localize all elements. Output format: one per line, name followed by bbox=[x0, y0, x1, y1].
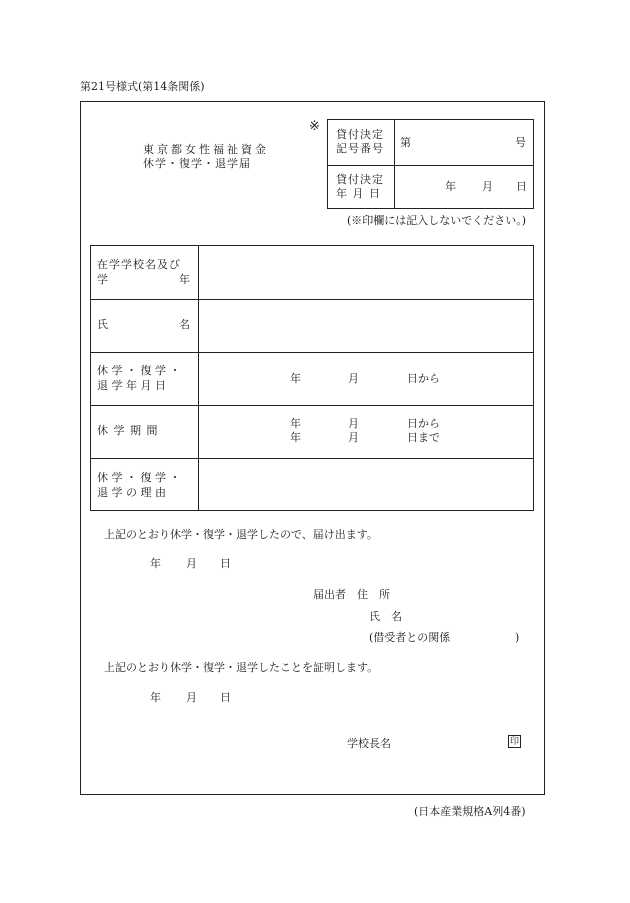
name-input[interactable] bbox=[198, 299, 533, 351]
certification-year: 年 bbox=[150, 691, 161, 704]
address-label: 住 所 bbox=[357, 588, 390, 601]
principal-label: 学校長名 bbox=[347, 737, 391, 750]
certification-day: 日 bbox=[220, 691, 231, 704]
loan-date-day: 日 bbox=[516, 180, 527, 193]
loan-number-label-b: 記号番号 bbox=[336, 142, 384, 155]
school-label-b2: 年 bbox=[179, 273, 190, 286]
date-label-b: 退 学 年 月 日 bbox=[97, 379, 166, 392]
school-label-b1: 学 bbox=[97, 273, 108, 286]
loan-date-year: 年 bbox=[445, 180, 456, 193]
certification-text: 上記のとおり休学・復学・退学したことを証明します。 bbox=[104, 661, 379, 674]
note-no-fill: (※印欄には記入しないでください。) bbox=[347, 214, 527, 227]
date-label-a: 休 学 ・ 復 学 ・ bbox=[97, 364, 181, 377]
date-month: 月 bbox=[348, 372, 359, 385]
seal-stamp: 印 bbox=[509, 737, 519, 747]
period-input[interactable] bbox=[198, 405, 533, 457]
form-title-line2: 休学・復学・退学届 bbox=[143, 157, 251, 170]
date-from: 日から bbox=[407, 372, 440, 385]
period-from-day: 日から bbox=[407, 417, 440, 430]
declaration-text: 上記のとおり休学・復学・退学したので、届け出ます。 bbox=[104, 528, 378, 541]
period-from-month: 月 bbox=[348, 417, 359, 430]
loan-number-label-a: 貸付決定 bbox=[336, 128, 384, 141]
relation-close: ) bbox=[515, 631, 520, 644]
reason-input[interactable] bbox=[198, 458, 533, 510]
date-input[interactable] bbox=[198, 352, 533, 404]
period-from-year: 年 bbox=[290, 417, 301, 430]
paper-size-note: (日本産業規格A列4番) bbox=[414, 805, 526, 818]
period-label: 休 学 期 間 bbox=[97, 424, 159, 437]
form-title-line1: 東京都女性福祉資金 bbox=[143, 143, 269, 156]
name-label-b: 名 bbox=[179, 318, 190, 331]
relation-label: (借受者との関係 bbox=[369, 631, 451, 644]
reason-label-a: 休 学 ・ 復 学 ・ bbox=[97, 471, 181, 484]
certification-month: 月 bbox=[186, 691, 197, 704]
school-label-a: 在学学校名及び bbox=[97, 258, 181, 271]
loan-date-label-a: 貸付決定 bbox=[336, 173, 384, 186]
applicant-label: 届出者 bbox=[313, 588, 346, 601]
loan-number-dai: 第 bbox=[400, 136, 411, 149]
reason-label-b: 退 学 の 理 由 bbox=[97, 486, 166, 499]
name-label-a: 氏 bbox=[97, 318, 108, 331]
loan-number-gou: 号 bbox=[515, 136, 526, 149]
kome-mark: ※ bbox=[309, 119, 320, 134]
period-to-year: 年 bbox=[290, 431, 301, 444]
form-number: 第21号様式(第14条関係) bbox=[80, 80, 205, 93]
declaration-month: 月 bbox=[186, 557, 197, 570]
name-sign-label: 氏 名 bbox=[369, 610, 402, 623]
period-to-day: 日まで bbox=[407, 431, 440, 444]
declaration-day: 日 bbox=[220, 557, 231, 570]
loan-date-label-b: 年 月 日 bbox=[336, 187, 381, 200]
school-input[interactable] bbox=[198, 246, 533, 298]
declaration-year: 年 bbox=[150, 557, 161, 570]
date-year: 年 bbox=[290, 372, 301, 385]
loan-date-month: 月 bbox=[482, 180, 493, 193]
period-to-month: 月 bbox=[348, 431, 359, 444]
